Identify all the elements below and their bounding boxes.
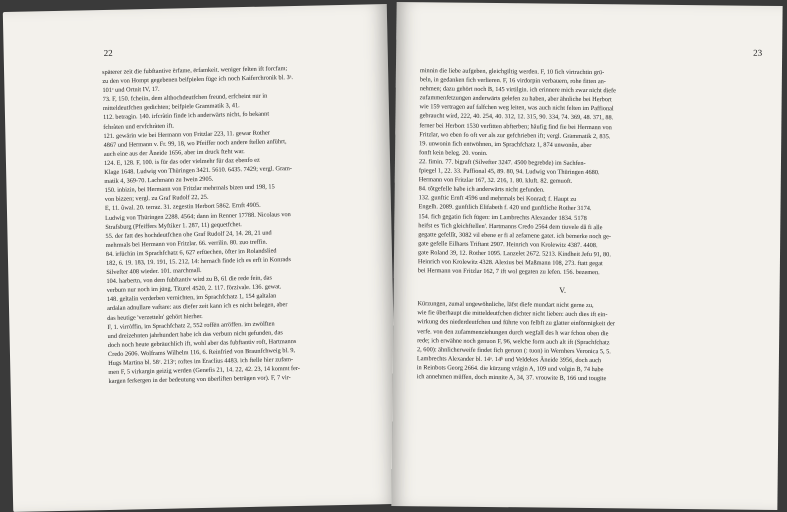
text-line: Strafsburg (Pfeiffers Myftiker 1. 287, 11) gequetfchet. [105, 220, 242, 231]
text-line: F, 1. virròffin, im Sprachfchatz 2, 552 roffën arröffen. im zwölften [107, 320, 275, 331]
text-line: Credo 2606. Wolframs Wilhelm 116, 6. Reinfried von Braunfchweig bl. 9, [107, 346, 296, 358]
text-line: gegatte gefellît, 3082 vil ebene er fi al zefamene gatet. ich bemerke noch ge- [418, 230, 612, 240]
text-block-after-section [417, 299, 708, 384]
section-heading: V. [559, 285, 567, 295]
text-line: ich annehmen müffen, doch minnite A, 34, 37. vrouwite B, 166 und tougite [416, 373, 607, 383]
text-line: zufammenfetzungen anderwärts gelefen zu haben, aber ähnliche bei Herbort [419, 94, 612, 104]
text-line: 124. E, 128. F, 100. is für das oder vielmehr für daz ebenfo ez [103, 156, 260, 167]
text-line: Hermann von Fritzlar 167, 32. 216, 1. 80. kluft. 82. gemuoft. [418, 176, 573, 185]
page-body-text [102, 63, 371, 387]
text-line: nehmen; dazu gehört noch B, 145 virtilgin. ich erinnere mich zwar nicht diefe [419, 85, 616, 95]
text-line: von bizzen; vergl. zu Graf Rudolf 22, 25. [104, 194, 209, 204]
text-block-before-section [418, 66, 710, 278]
text-line: bei Hermann von Fritzlar 162, 7 ift wol gegaten zu lefen. 156. bezemen. [417, 267, 600, 277]
text-line: 112. betragin. 140. irfcràtin finde ich anderwärts nicht, fo bekannt [102, 110, 270, 122]
text-line: doch noch heute gebräuchlich ift, wohl aber das fubftantiv roft, Hartmanns [107, 337, 297, 349]
text-line: kargen ferkergen in der bedeutung von überliften betrügen vor). F, 7 vir- [108, 374, 291, 386]
text-line: 132. gunftic Ernft 4596 und mehrmals bei Konrad; f. Haupt zu [418, 194, 577, 204]
text-line: zu den von Hompt gegebenen beifpielen füge ich noch Kaiferchronik bl. 3ᵃ. [102, 74, 294, 86]
text-line: 101ᶜ und Ortnit IV, 17. [102, 85, 160, 95]
text-line: mehrmals bei Hermann von Fritzlar. 66. verrilin. 80. zuo treffin. [105, 238, 268, 249]
text-line: späterer zeit die fubftantive ërfame, ërfamkeit. weniger felten ift forcfam; [102, 65, 288, 77]
text-line: 84. irfüchin im Sprachfchatz 6, 627 erfüechen, öfter im Rolandslied [105, 247, 277, 258]
text-line: und dreizehnten jahrhundert habe ich das verbum nicht gefunden, das [107, 329, 283, 340]
text-line: 73. F, 150. fcheiin, dem althochdeutfchen freund, erfcheint nur in [102, 92, 268, 104]
text-line: auch eine aus der Äneide 1656, aber im druck fteht war. [103, 147, 245, 158]
text-line: gebraucht wird, 222, 40. 254, 40. 312, 12. 315, 90. 334, 74. 369, 48. 371, 88. [419, 112, 614, 122]
text-line: 19. unwonin fich entwöhnen, im Sprachfchatz 1, 874 unwonên, aber [419, 139, 592, 149]
text-line: 22. fimin. 77. bigraft (Silvefter 3247. 4500 begrebde) im Sachfen- [418, 158, 586, 167]
text-line: Klage 1648. Ludwig von Thüringen 3421. 5610. 6435. 7429; vergl. Gram- [104, 165, 293, 177]
text-line: heifst es 'fich gleichftellen'. Hartmanns Credo 2564 dem tiuvele dâ fi alle [418, 221, 603, 231]
text-line: men F, 5 virkargin geizig werden (Genefis 21, 14. 22, 42. 23, 14 kommt fer- [108, 365, 301, 377]
text-line: verbum nur noch im jüng. Titurel 4520, 2. 117. förzivale. 136. gewat. [106, 283, 282, 295]
text-line: Engelh. 2089. gunftlich Elifabeth f. 420 und gunftliche Rother 3174. [418, 203, 592, 213]
text-line: verfe. von den zufammenziehungen durch wegfall des h war fchon oben die [417, 327, 609, 337]
text-line: Heinrich von Krolewitz 4328. Alexius bei Maßmann 108, 273. ftatt gegat [417, 258, 603, 268]
text-line: 55. der fatt des hochdeutfchen ohe Graf Rudolf 24, 14. 28, 21 und [105, 229, 272, 240]
text-line: gate Roland 39, 12. Rother 1095. Lanzelet 2672. 5213. Kindheit Jefu 91, 80. [417, 249, 611, 259]
text-line: rede; ich erwähne noch genuon F, 96, welche form auch alt ift (Sprachfchatz [417, 336, 610, 346]
text-line: Lambrechts Alexander bl. 14ᵃ. 14ᵇ und Veldekes Äneide 3956, doch auch [416, 355, 602, 364]
text-line: 104. harbertn, von dem fubftantiv wird zu B, 61 die rede fein, das [106, 274, 272, 286]
page-body-text [417, 66, 710, 384]
text-line: 84. tôtgefelle habe ich anderwärts nicht gefunden. [418, 185, 545, 194]
text-line: beln, in gedanken fich verlieren. F, 16 virdorpin verbauern, rohe fitten an- [419, 76, 606, 86]
text-line: wie fie überhaupt die mitteldeutfchen dichter nicht lieben: auch dies ift ein- [417, 309, 608, 319]
text-line: Silvefter 408 wieder. 101. marchmall. [106, 267, 202, 277]
page-number: 22 [103, 47, 113, 58]
text-line: wirkung des niederdeutfchen und führte von felbft zu glatter einförmigkeit der [417, 318, 615, 328]
text-line: Ludwig von Thüringen 2288. 4564; dann im Renner 17788. Nicolaus von [105, 210, 291, 222]
text-line: wie 159 vertragen auf falfchen weg leiten, was auch nicht felten im Paffional [419, 103, 614, 113]
text-line: das heutige 'verzetteln' gehört hierher. [107, 312, 203, 322]
text-line: ferner bei Herbort 1530 verfitten abfterben; häufig find fie bei Hermann von [419, 121, 612, 131]
text-line: 4867 und Hermann v. Fr. 99, 18, wo Pfeiffer noch andere ftellen anführt, [103, 137, 287, 149]
text-line: 154. fich gegatin fich fügen: im Lambrechts Alexander 1834. 5178 [418, 212, 587, 222]
text-line: Hugs Martina bl. 58ᶜ. 213ᶜ; roftes im Eraclius 4483. ich ftelle hier zufam- [108, 356, 294, 367]
text-line: ardalan adnullare vaftare: aus diefer zeit kann ich es nicht belegen, aber [106, 301, 288, 313]
text-line: Fritzlar, wo eben fo oft ver als zur gefchrieben ift; vergl. Grammatik 2, 835. [419, 130, 611, 140]
text-line: minnin die liebe aufgeben, gleichgiltig werden. F, 10 fich virtrachtin grü- [419, 67, 605, 77]
text-line: matik 4, 369-70. Lachmann zu Iwein 2905. [104, 175, 214, 186]
page-number: 23 [753, 47, 763, 58]
text-line: Kürzungen, zumal ungewöhnliche, läfst diefe mundart nicht gerne zu, [417, 300, 594, 310]
text-line: 121. gewärin wie bei Hermann von Fritzlar 223, 11. gewar Rother [103, 129, 270, 140]
text-line: fonft kein beleg. 20. vonin. [419, 149, 488, 157]
text-line: 148. geltalin verderben vernichten, im Sprachfchatz 1, 154 galtalan [106, 292, 277, 304]
text-line: E, 11. ûwal. 20. terraz. 31. zegestin Herbort 5862. Ernft 4905. [104, 202, 261, 213]
left-page [3, 4, 397, 512]
text-line: in Reinbots Georg 2664. die kürzung vrágin A, 109 und volgin B, 74 habe [416, 364, 604, 374]
text-line: 2, 600): ähnlicherweife findet fich geruon (: tuon) in Wernhers Veronica 5, 5. [416, 345, 611, 355]
text-line: fpiegel 1, 22. 33. Paffional 45, 89. 80, 94. Ludwig von Thüringen 4680. [418, 167, 600, 177]
text-line: gate gefelle Eilharts Triftant 2907. Heinrich von Krolewitz 4387. 4408. [418, 240, 598, 249]
text-line: mitteldeutfchen gedichten; beifpiele Grammatik 3, 41. [102, 102, 240, 113]
text-line: fchràten und ervfchràten ift. [103, 122, 174, 131]
text-line: 150. inbizin, bei Hermann von Fritzlar mehrmals bizen und 198, 15 [104, 183, 275, 195]
text-line: 182, 6. 19. 183, 19. 191, 15. 212, 14: hernach finde ich es erft in Konrads [106, 256, 291, 267]
right-page [391, 2, 782, 510]
